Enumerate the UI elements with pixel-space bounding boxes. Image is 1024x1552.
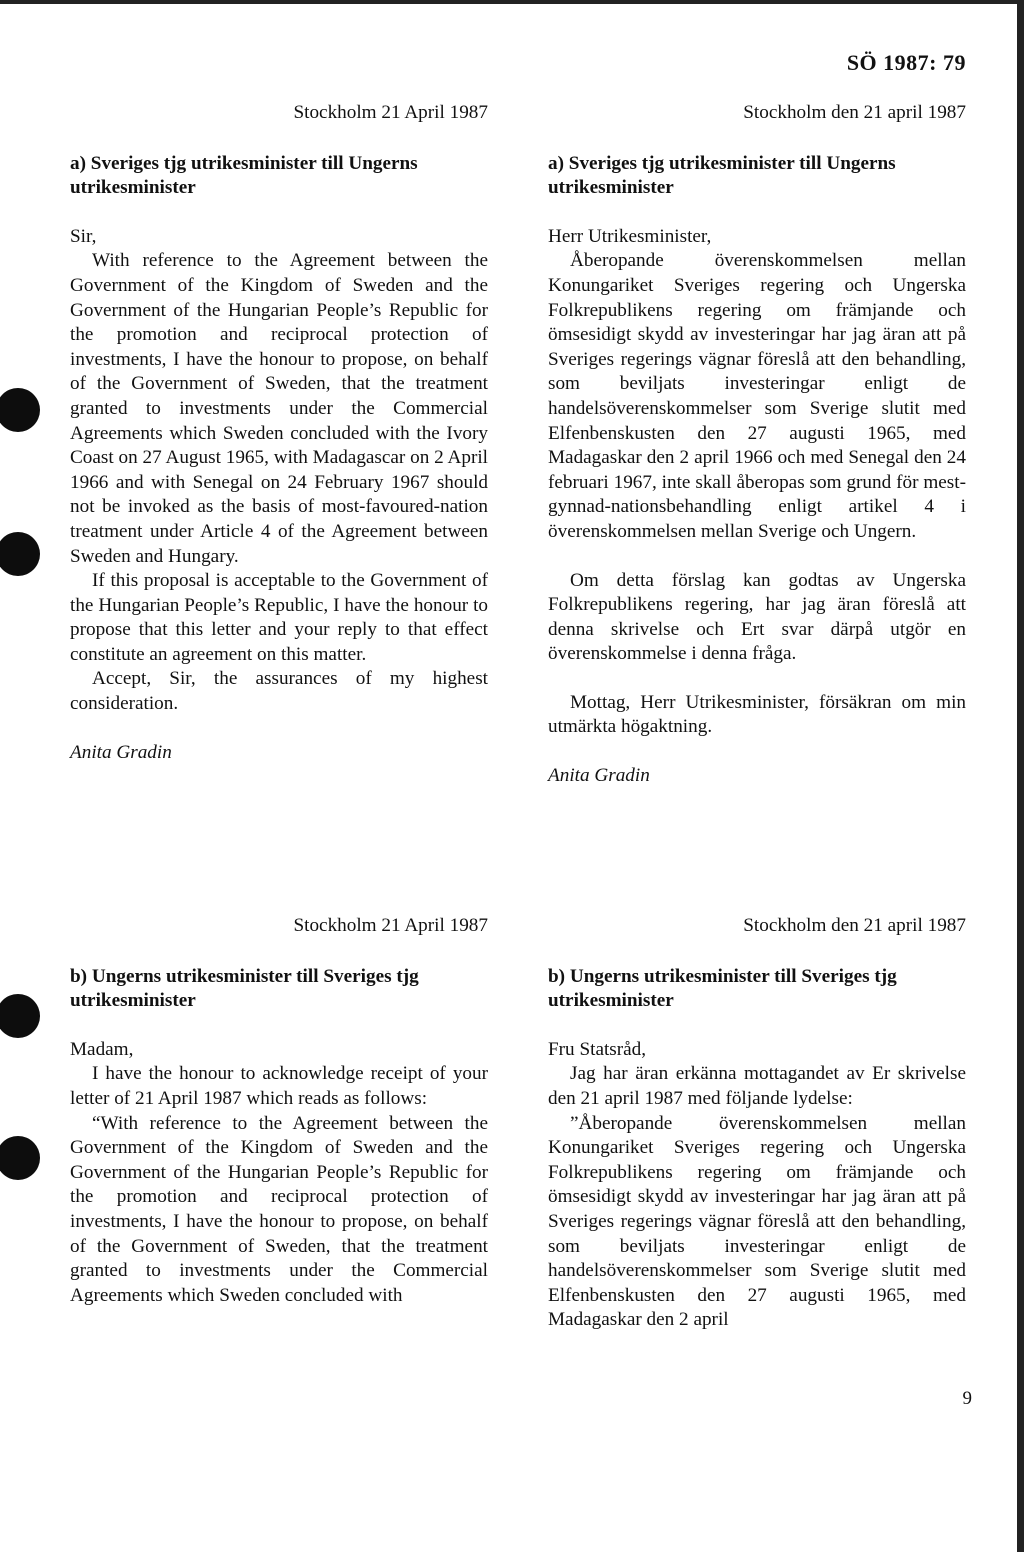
salutation: Fru Statsråd, [548, 1038, 647, 1060]
signature: Anita Gradin [548, 765, 650, 787]
dateline: Stockholm 21 April 1987 [293, 915, 488, 936]
letter-heading: a) Sveriges tjg utrikesminister till Ungerns utrikesminister [548, 152, 896, 199]
dateline: Stockholm den 21 april 1987 [743, 102, 966, 123]
quoted-paragraph: “With reference to the Agreement between the Government of the Kingdom of Sweden and the Government of the Hungarian People’s Republic for the promotion and reciprocal protection of investments, I have the honour to propose, on behalf of the Government of Sweden, that the treatment granted to investments under the Commercial Agreements which Sweden concluded with [70, 1112, 488, 1306]
salutation: Madam, [70, 1038, 134, 1060]
quoted-paragraph: ”Åberopande överenskommelsen mellan Konungariket Sveriges regering och Ungerska Folkrepublikens regering om främjande och ömsesidigt skydd av investeringar har jag äran att på Sveriges regerings vägnar föreslå att den behandling, som beviljats investeringar enligt de handelsöverenskommelser som Sverige slutit med Elfenbenskusten den 27 augusti 1965, med Madagaskar den 2 april [548, 1112, 966, 1331]
signature: Anita Gradin [70, 741, 172, 763]
letter-heading: b) Ungerns utrikesminister till Sveriges tjg utrikesminister [548, 965, 897, 1012]
scan-right-border [1017, 0, 1024, 1552]
document-reference: SÖ 1987: 79 [846, 50, 966, 75]
body-paragraph: With reference to the Agreement between the Government of the Kingdom of Sweden and the Government of the Hungarian People’s Republic for the promotion and reciprocal protection of investments, I have the honour to propose, on behalf of the Government of Sweden, that the treatment granted to investments under the Commercial Agreements which Sweden concluded with the Ivory Coast on 27 August 1965, with Madagascar on 2 April 1966 and with Senegal on 24 February 1967 should not be invoked as the basis of most-favoured-nation treatment under Article 4 of the Agreement between Sweden and Hungary. [70, 250, 488, 567]
dateline: Stockholm 21 April 1987 [293, 102, 488, 123]
letter-b-swedish [548, 914, 966, 1333]
punch-hole [0, 994, 40, 1038]
body-paragraph: Om detta förslag kan godtas av Ungerska Folkrepublikens regering, har jag äran föreslå att denna skrivelse och Ert svar därpå utgör en överenskommelse i denna fråga. [548, 569, 966, 665]
page-number: 9 [962, 1388, 972, 1409]
body-paragraph: Jag har äran erkänna mottagandet av Er skrivelse den 21 april 1987 med följande lydelse: [548, 1063, 966, 1109]
punch-hole [0, 1136, 40, 1180]
letter-heading: a) Sveriges tjg utrikesminister till Ungerns utrikesminister [70, 152, 418, 199]
letter-b-english [70, 914, 488, 1308]
body-paragraph: If this proposal is acceptable to the Government of the Hungarian People’s Republic, I have the honour to propose that this letter and your reply to that effect constitute an agreement on this matter. [70, 570, 488, 665]
closing-paragraph: Mottag, Herr Utrikesminister, försäkran om min utmärkta högaktning. [548, 691, 966, 738]
scan-top-border [0, 0, 1024, 4]
letter-a-swedish [548, 101, 966, 789]
salutation: Sir, [70, 225, 97, 247]
letter-a-english [70, 101, 488, 765]
closing-paragraph: Accept, Sir, the assurances of my highest consideration. [70, 668, 488, 715]
punch-hole [0, 388, 40, 432]
body-paragraph: Åberopande överenskommelsen mellan Konungariket Sveriges regering och Ungerska Folkrepublikens regering om främjande och ömsesidigt skydd av investeringar har jag äran att på Sveriges regerings vägnar föreslå att den behandling, som beviljats investeringar enligt de handelsöverenskommelser som Sverige slutit med Elfenbenskusten den 27 augusti 1965, med Madagaskar den 2 april 1966 och med Senegal den 24 februari 1967, inte skall åberopas som grund för mest-gynnad-nationsbehandling enligt artikel 4 i överenskommelsen mellan Sverige och Ungern. [548, 250, 966, 542]
letter-heading: b) Ungerns utrikesminister till Sveriges tjg utrikesminister [70, 965, 419, 1012]
salutation: Herr Utrikesminister, [548, 225, 712, 247]
body-paragraph: I have the honour to acknowledge receipt of your letter of 21 April 1987 which reads as follows: [70, 1063, 488, 1109]
punch-hole [0, 532, 40, 576]
dateline: Stockholm den 21 april 1987 [743, 915, 966, 936]
